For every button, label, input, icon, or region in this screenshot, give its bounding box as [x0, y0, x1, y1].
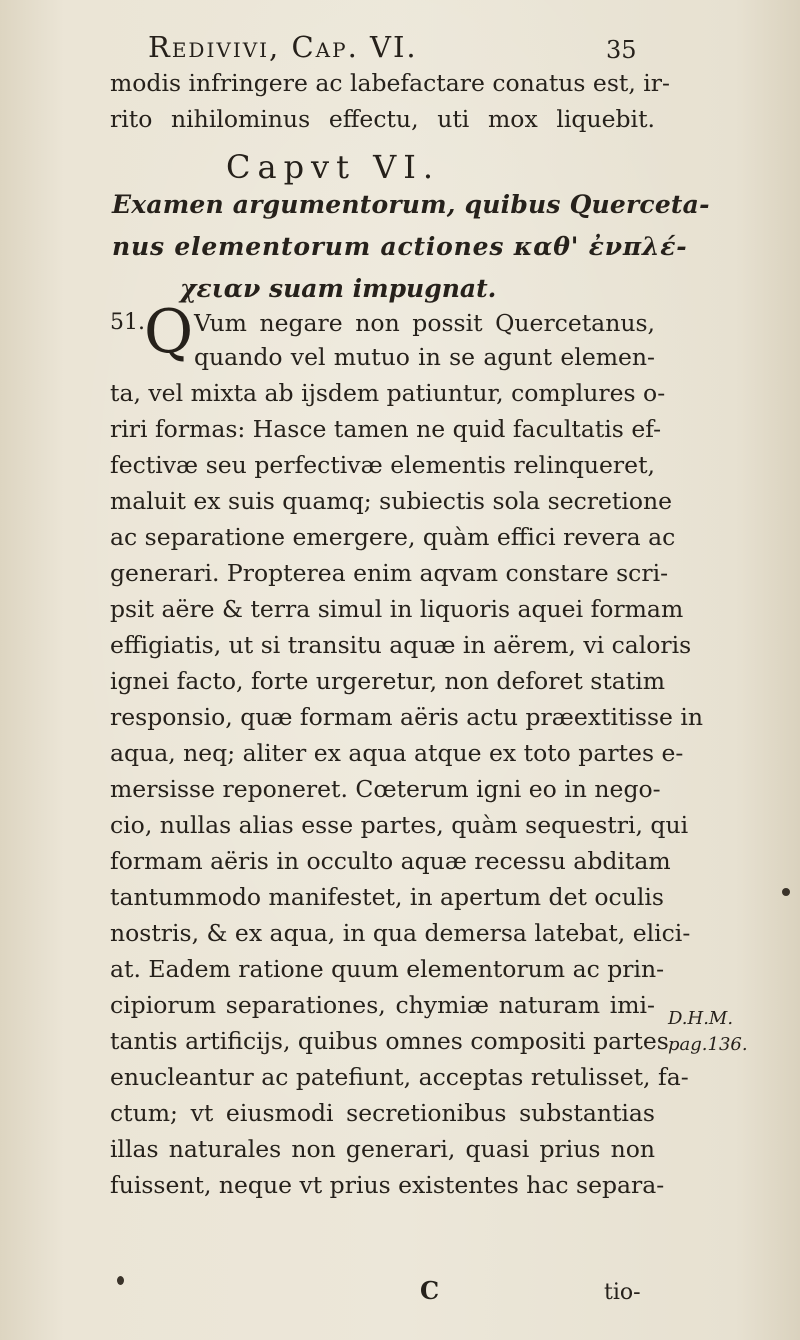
paragraph-line: nostris, & ex aqua, in qua demersa latebat, elici- [110, 919, 691, 947]
paragraph-line: mersisse reponeret. Cœterum igni eo in nego- [110, 775, 661, 803]
margin-note-page: pag.136. [668, 1034, 748, 1055]
paragraph-line: ignei facto, forte urgeretur, non deforet statim [110, 667, 666, 695]
paragraph-line: ta, vel mixta ab ijsdem patiuntur, complures o- [110, 379, 666, 407]
paragraph-line: cio, nullas alias esse partes, quàm sequestri, qui [110, 811, 689, 839]
ink-spot [117, 1276, 124, 1285]
paragraph-line: enucleantur ac patefiunt, acceptas retulisset, fa- [110, 1063, 689, 1091]
drop-capital: Q [144, 297, 194, 367]
paragraph-line: at. Eadem ratione quum elementorum ac prin- [110, 955, 665, 983]
chapter-heading-line-1: Examen argumentorum, quibus Querceta- [112, 190, 710, 219]
ink-spot [782, 888, 790, 896]
body-line-top-1: modis infringere ac labefactare conatus est, ir- [110, 69, 670, 97]
running-head: Redivivi, Cap. VI. [148, 30, 418, 64]
paragraph-line: effigiatis, ut si transitu aquæ in aërem, vi caloris [110, 631, 692, 659]
paragraph-line: cipiorum separationes, chymiæ naturam imi- [110, 991, 655, 1019]
paragraph-line: aqua, neq; aliter ex aqua atque ex toto partes e- [110, 739, 684, 767]
paragraph-line: maluit ex suis quamq; subiectis sola secretione [110, 487, 673, 515]
chapter-heading-line-3: χειαν suam impugnat. [180, 274, 497, 303]
paragraph-line: responsio, quæ formam aëris actu præextitisse in [110, 703, 704, 731]
signature-mark: C [420, 1276, 440, 1305]
body-line-top-2: rito nihilominus effectu, uti mox liquebit. [110, 105, 655, 133]
paragraph-line: fuissent, neque vt prius existentes hac separa- [110, 1171, 665, 1199]
section-number: 51. [110, 310, 145, 335]
paragraph-line-2: quando vel mutuo in se agunt elemen- [194, 343, 655, 371]
paragraph-line: formam aëris in occulto aquæ recessu abditam [110, 847, 671, 875]
paragraph-line: tantis artificijs, quibus omnes compositi partes [110, 1027, 669, 1055]
catchword: tio- [604, 1280, 641, 1305]
paragraph-line: illas naturales non generari, quasi prius non [110, 1135, 655, 1163]
chapter-title: Capvt VI. [226, 148, 441, 186]
paragraph-line: ctum; vt eiusmodi secretionibus substantias [110, 1099, 655, 1127]
chapter-heading-line-2: nus elementorum actiones καθ' ἐνπλέ- [112, 232, 688, 261]
paragraph-line: fectivæ seu perfectivæ elementis relinqueret, [110, 451, 655, 479]
paragraph-line: generari. Propterea enim aqvam constare scri- [110, 559, 669, 587]
paragraph-line: psit aëre & terra simul in liquoris aquei formam [110, 595, 684, 623]
paragraph-line: ac separatione emergere, quàm effici revera ac [110, 523, 676, 551]
paragraph-line-1: Vum negare non possit Quercetanus, [194, 309, 655, 337]
paragraph-line: riri formas: Hasce tamen ne quid facultatis ef- [110, 415, 662, 443]
paragraph-line: tantummodo manifestet, in apertum det oculis [110, 883, 664, 911]
margin-note-reference: D.H.M. [668, 1008, 734, 1029]
page-number: 35 [606, 36, 637, 64]
